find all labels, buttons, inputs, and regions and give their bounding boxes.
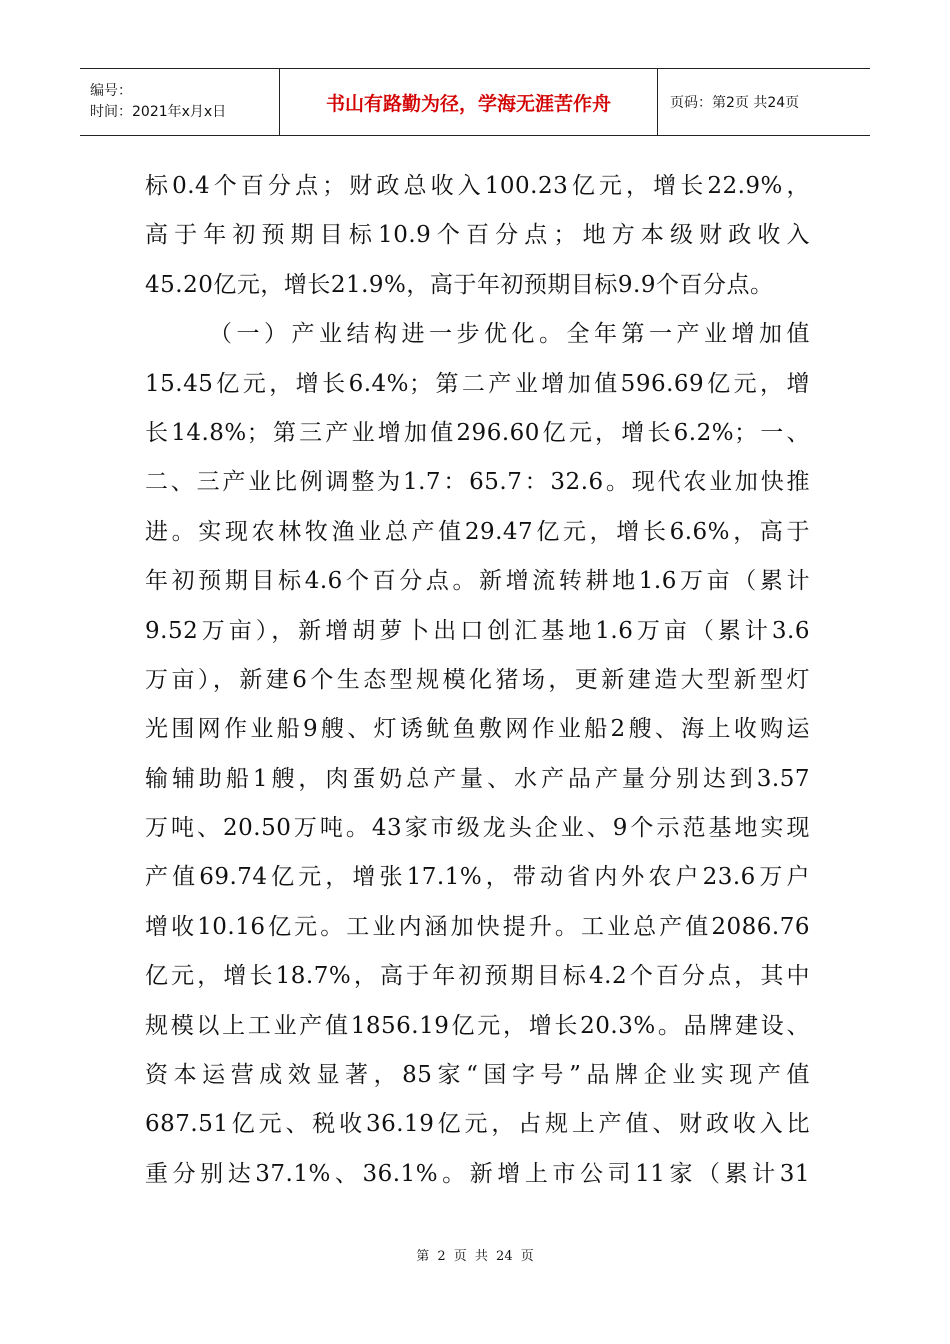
text-line: 万亩），新建6个生态型规模化猪场，更新建造大型新型灯 [145,666,810,693]
text-line: 光围网作业船9艘、灯诱鱿鱼敷网作业船2艘、海上收购运 [145,716,810,743]
text-line: 标0.4个百分点；财政总收入100.23亿元，增长22.9%， [145,173,810,199]
text-line: 增收10.16亿元。工业内涵加快提升。工业总产值2086.76 [145,913,810,940]
page-footer: 第 2 页 共 24 页 [416,1249,534,1264]
text-line: 亿元，增长18.7%，高于年初预期目标4.2个百分点，其中 [145,963,810,990]
page-header [80,68,870,136]
text-line: 15.45亿元，增长6.4%；第二产业增加值596.69亿元，增 [145,370,810,397]
text-line: 长14.8%；第三产业增加值296.60亿元，增长6.2%；一、 [145,419,810,446]
text-line: （一）产业结构进一步优化。全年第一产业增加值 [209,321,810,348]
text-line: 45.20亿元，增长21.9%，高于年初预期目标9.9个百分点。 [145,271,774,298]
document-body [145,162,810,1199]
header-page-info: 页码：第2页 共24页 [670,95,800,111]
document-date-label: 时间：2021年x月x日 [90,104,227,120]
header-meta [80,69,280,135]
text-line: 687.51亿元、税收36.19亿元，占规上产值、财政收入比 [145,1111,810,1138]
text-line: 万吨、20.50万吨。43家市级龙头企业、9个示范基地实现 [145,815,810,842]
text-line: 输辅助船1艘，肉蛋奶总产量、水产品产量分别达到3.57 [145,765,810,792]
document-number-label: 编号： [90,83,132,99]
text-line: 二、三产业比例调整为1.7：65.7：32.6。现代农业加快推 [145,469,810,496]
text-line: 规模以上工业产值1856.19亿元，增长20.3%。品牌建设、 [145,1012,810,1039]
text-line: 重分别达37.1%、36.1%。新增上市公司11家（累计31 [145,1160,810,1187]
header-motto: 书山有路勤为径，学海无涯苦作舟 [280,69,658,135]
text-line: 资本运营成效显著，85家“国字号”品牌企业实现产值 [145,1062,810,1089]
text-line: 产值69.74亿元，增张17.1%，带动省内外农户23.6万户 [145,864,810,891]
text-line: 9.52万亩），新增胡萝卜出口创汇基地1.6万亩（累计3.6 [145,617,810,644]
text-line: 年初预期目标4.6个百分点。新增流转耕地1.6万亩（累计 [145,568,810,595]
text-line: 进。实现农林牧渔业总产值29.47亿元，增长6.6%，高于 [145,518,810,545]
text-line: 高于年初预期目标10.9个百分点；地方本级财政收入 [145,222,810,249]
